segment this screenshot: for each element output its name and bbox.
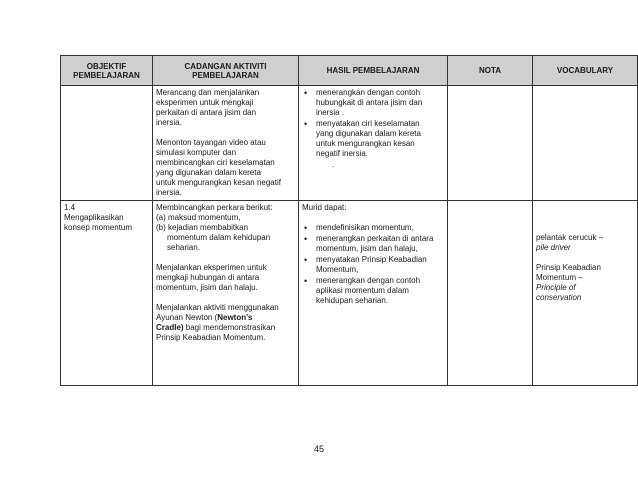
vocabulary-cell: pelantak cerucuk – pile driver Prinsip Keabadian Momentum – Principle of conservation	[533, 201, 638, 386]
table-row	[61, 201, 638, 386]
objektif-cell	[61, 86, 153, 201]
list-item: • menerangkan dengan contoh hubungkait di antara jisim dan inersia .	[316, 88, 444, 118]
header-hasil: HASIL PEMBELAJARAN	[299, 56, 448, 86]
list-item: • menerangkan perkaitan di antara momentum, jisim dan halaju,	[316, 234, 444, 254]
hasil-cell: • menerangkan dengan contoh hubungkait di antara jisim dan inersia . • menyatakan ciri keselamatan yang digunakan dalam kereta untuk mengurangkan kesan negatif inersia. .	[299, 86, 448, 201]
list-item: • mendefinisikan momentum,	[316, 223, 444, 233]
header-nota: NOTA	[448, 56, 533, 86]
header-row	[61, 56, 638, 86]
nota-cell	[448, 201, 533, 386]
objektif-cell: 1.4 Mengaplikasikan konsep momentum	[61, 201, 153, 386]
cadangan-cell: Merancang dan menjalankan eksperimen untuk mengkaji perkaitan di antara jisim dan inersia. Menonton tayangan video atau simulasi komputer dan membincangkan ciri keselamatan yang digunakan dalam kereta untuk mengurangkan kesan negatif inersia.	[153, 86, 299, 201]
header-vocabulary: VOCABULARY	[533, 56, 638, 86]
header-objektif: OBJEKTIF PEMBELAJARAN	[61, 56, 153, 86]
table-row	[61, 86, 638, 201]
nota-cell	[448, 86, 533, 201]
hasil-list	[302, 223, 444, 306]
cadangan-cell: Membincangkan perkara berikut: (a) maksud momentum, (b) kejadian membabitkan momentum dalam kehidupan seharian. Menjalankan eksperimen untuk mengkaji hubungan di antara momentum, jisim dan halaju. Menjalankan aktiviti menggunakan Ayunan Newton (Newton's Cradle) bagi mendemonstrasikan Prinsip Keabadian Momentum.	[153, 201, 299, 386]
vocabulary-cell	[533, 86, 638, 201]
page-number: 45	[313, 444, 324, 454]
hasil-list	[302, 88, 444, 159]
syllabus-table	[60, 55, 638, 386]
header-cadangan: CADANGAN AKTIVITI PEMBELAJARAN	[153, 56, 299, 86]
list-item: • menyatakan ciri keselamatan yang digunakan dalam kereta untuk mengurangkan kesan negatif inersia.	[316, 119, 444, 159]
list-item: • menyatakan Prinsip Keabadian Momentum,	[316, 255, 444, 275]
list-item: • menerangkan dengan contoh aplikasi momentum dalam kehidupan seharian.	[316, 276, 444, 306]
hasil-cell: Murid dapat: • mendefinisikan momentum, • menerangkan perkaitan di antara momentum, jisim dan halaju, • menyatakan Prinsip Keabadian Momentum, • menerangkan dengan contoh aplikasi momentum dalam kehidupan seharian.	[299, 201, 448, 386]
